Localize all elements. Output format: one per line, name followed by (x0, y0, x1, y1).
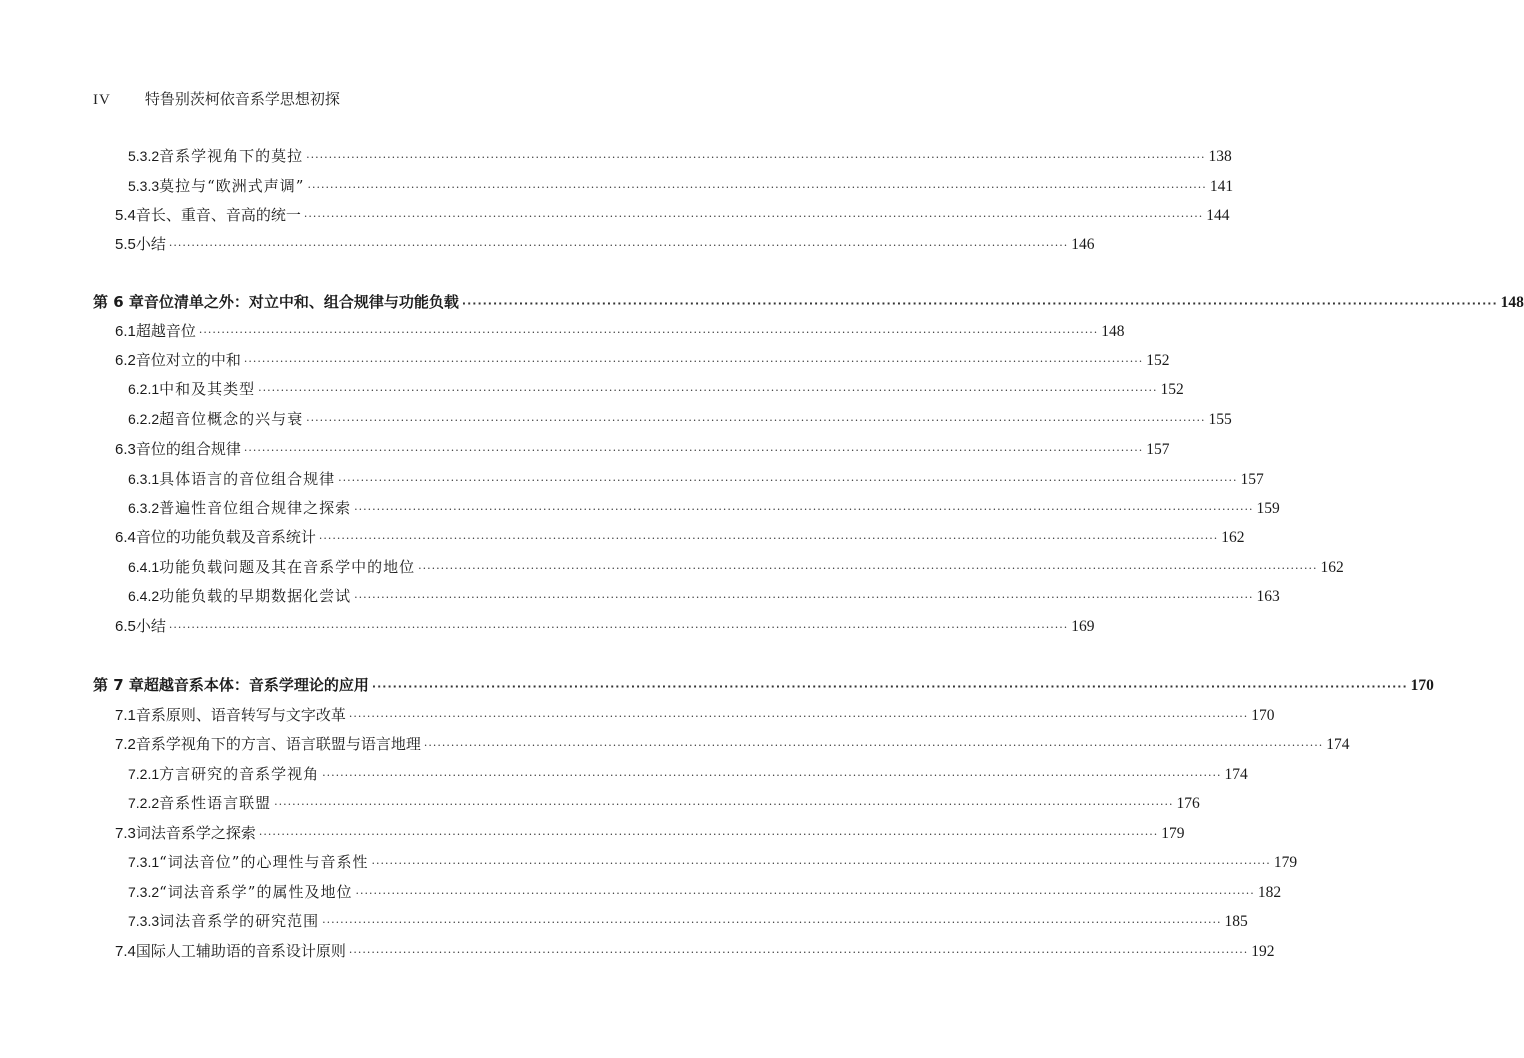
toc-entry-title: 音位的组合规律 (135, 440, 241, 458)
toc-entry-section (115, 615, 1095, 637)
toc-entry-page: 157 (1240, 471, 1264, 488)
toc-entry-page: 182 (1257, 884, 1282, 901)
toc-entry-number: 6.2.2 (128, 411, 160, 427)
toc-entry-page: 159 (1256, 500, 1280, 517)
toc-entry-sub (128, 851, 1298, 873)
toc-entry-page: 138 (1208, 148, 1232, 165)
toc-entry-page: 174 (1326, 736, 1350, 753)
toc-entry-sub (128, 408, 1232, 430)
toc-entry-title: 音系性语言联盟 (159, 794, 272, 812)
toc-entry-page: 148 (1101, 323, 1125, 340)
dot-leader: ········································································································································································································ (418, 562, 1318, 575)
toc-entry-page: 185 (1224, 913, 1248, 930)
dot-leader: ········································································································································································································ (355, 887, 1255, 900)
dot-leader: ········································································································································································································ (168, 621, 1069, 634)
toc-entry-sub (128, 585, 1280, 607)
toc-entry-page: 162 (1320, 559, 1344, 576)
toc-entry-number: 7.4 (115, 943, 136, 960)
toc-entry-number: 7.3.2 (128, 884, 160, 900)
toc-entry-title: 普遍性音位组合规律之探索 (159, 499, 352, 517)
toc-entry-title: 音系学视角下的莫拉 (159, 147, 304, 165)
toc-entry-title: 超音位概念的兴与衰 (159, 410, 304, 428)
dot-leader: ········································································································································································································ (461, 297, 1498, 310)
toc-entry-title: 功能负载问题及其在音系学中的地位 (159, 558, 416, 576)
toc-entry-section (115, 349, 1170, 371)
dot-leader: ········································································································································································································ (306, 151, 1206, 164)
toc-entry-page: 155 (1208, 411, 1232, 428)
toc-entry-number: 7.1 (115, 707, 136, 724)
toc-entry-page: 170 (1251, 707, 1275, 724)
toc-entry-number: 6.3 (115, 441, 136, 458)
toc-entry-section (115, 940, 1275, 962)
dot-leader: ········································································································································································································ (371, 857, 1271, 870)
toc-entry-page: 148 (1500, 294, 1524, 311)
toc-entry-number: 6.3.2 (128, 500, 160, 516)
toc-entry-page: 157 (1146, 441, 1170, 458)
book-title: 特鲁别茨柯依音系学思想初探 (144, 90, 340, 108)
toc-entry-number: 第 7 章 (93, 676, 144, 694)
toc-entry-number: 5.3.2 (128, 148, 160, 164)
toc-entry-sub (128, 763, 1248, 785)
toc-entry-number: 第 6 章 (93, 293, 144, 311)
toc-entry-page: 174 (1224, 766, 1248, 783)
toc-entry-title: 音系原则、语音转写与文字改革 (135, 706, 346, 724)
toc-entry-section (115, 320, 1125, 342)
dot-leader: ········································································································································································································ (258, 384, 1158, 397)
toc-entry-title: 超越音位 (135, 322, 196, 340)
dot-leader: ········································································································································································································ (322, 769, 1222, 782)
toc-entry-section (115, 438, 1170, 460)
toc-entry-section (115, 822, 1185, 844)
dot-leader: ········································································································································································································ (303, 210, 1204, 223)
toc-entry-title: 音位的功能负载及音系统计 (135, 528, 316, 546)
toc-entry-page: 179 (1161, 825, 1185, 842)
toc-entry-page: 176 (1176, 795, 1200, 812)
toc-entry-title: 音长、重音、音高的统一 (135, 206, 301, 224)
toc-entry-section (115, 204, 1230, 226)
toc-entry-section (115, 526, 1245, 548)
toc-entry-title: “词法音位”的心理性与音系性 (159, 853, 369, 871)
dot-leader: ········································································································································································································ (258, 828, 1159, 841)
toc-entry-number: 7.2 (115, 736, 136, 753)
toc-entry-number: 7.3 (115, 825, 136, 842)
toc-entry-page: 170 (1410, 677, 1434, 694)
toc-entry-number: 5.3.3 (128, 178, 160, 194)
toc-entry-number: 6.3.1 (128, 471, 160, 487)
toc-entry-number: 6.2.1 (128, 381, 160, 397)
toc-entry-title: 音系学视角下的方言、语言联盟与语言地理 (135, 735, 421, 753)
dot-leader: ········································································································································································································ (243, 444, 1144, 457)
toc-entry-page: 141 (1209, 178, 1234, 195)
toc-entry-page: 146 (1071, 236, 1095, 253)
toc-entry-title: 超越音系本体：音系学理论的应用 (143, 676, 369, 694)
page-number-roman: IV (93, 92, 111, 108)
toc-entry-section (115, 704, 1275, 726)
dot-leader: ········································································································································································································ (198, 326, 1099, 339)
toc-entry-number: 6.2 (115, 352, 136, 369)
toc-entry-page: 179 (1273, 854, 1298, 871)
toc-entry-sub (128, 175, 1234, 197)
toc-entry-sub (128, 792, 1200, 814)
toc-entry-number: 5.4 (115, 207, 136, 224)
toc-entry-number: 6.1 (115, 323, 136, 340)
running-header (93, 88, 340, 109)
toc-entry-section (115, 233, 1095, 255)
toc-entry-title: 中和及其类型 (159, 380, 256, 398)
dot-leader: ········································································································································································································ (243, 355, 1144, 368)
toc-entry-number: 7.3.3 (128, 913, 160, 929)
dot-leader: ········································································································································································································ (322, 916, 1222, 929)
toc-entry-sub (128, 378, 1184, 400)
toc-entry-number: 6.5 (115, 618, 136, 635)
toc-entry-number: 6.4.2 (128, 588, 160, 604)
toc-entry-page: 169 (1071, 618, 1095, 635)
dot-leader: ········································································································································································································ (338, 474, 1238, 487)
toc-entry-number: 7.2.1 (128, 766, 160, 782)
dot-leader: ········································································································································································································ (274, 798, 1174, 811)
toc-entry-page: 163 (1256, 588, 1280, 605)
toc-entry-section (115, 733, 1350, 755)
dot-leader: ········································································································································································································ (348, 946, 1249, 959)
toc-entry-sub (128, 910, 1248, 932)
dot-leader: ········································································································································································································ (318, 532, 1219, 545)
toc-entry-page: 192 (1251, 943, 1275, 960)
dot-leader: ········································································································································································································ (354, 503, 1254, 516)
toc-entry-sub (128, 145, 1232, 167)
toc-entry-title: 音位对立的中和 (135, 351, 241, 369)
toc-entry-number: 7.2.2 (128, 795, 160, 811)
toc-entry-title: 功能负载的早期数据化尝试 (159, 587, 352, 605)
toc-entry-title: 音位清单之外：对立中和、组合规律与功能负载 (143, 293, 459, 311)
toc-entry-sub (128, 497, 1280, 519)
toc-entry-number: 7.3.1 (128, 854, 160, 870)
toc-entry-title: 小结 (135, 235, 166, 253)
toc-entry-title: 方言研究的音系学视角 (159, 765, 320, 783)
toc-entry-page: 144 (1206, 207, 1230, 224)
toc-entry-page: 152 (1146, 352, 1170, 369)
toc-entry-number: 6.4.1 (128, 559, 160, 575)
toc-entry-title: 小结 (135, 617, 166, 635)
dot-leader: ········································································································································································································ (168, 239, 1069, 252)
toc-entry-title: 词法音系学的研究范围 (159, 912, 320, 930)
toc-entry-title: 莫拉与“欧洲式声调” (159, 177, 305, 195)
toc-entry-title: 词法音系学之探索 (135, 824, 256, 842)
dot-leader: ········································································································································································································ (354, 591, 1254, 604)
toc-entry-title: “词法音系学”的属性及地位 (159, 883, 353, 901)
toc-entry-title: 具体语言的音位组合规律 (159, 470, 336, 488)
toc-entry-sub (128, 556, 1344, 578)
toc-entry-chapter (93, 291, 1524, 313)
toc-entry-sub (128, 468, 1264, 490)
toc-entry-title: 国际人工辅助语的音系设计原则 (135, 942, 346, 960)
dot-leader: ········································································································································································································ (423, 739, 1324, 752)
toc-entry-page: 152 (1160, 381, 1184, 398)
toc-entry-number: 6.4 (115, 529, 136, 546)
dot-leader: ········································································································································································································ (306, 414, 1206, 427)
dot-leader: ········································································································································································································ (348, 710, 1249, 723)
toc-entry-page: 162 (1221, 529, 1245, 546)
dot-leader: ········································································································································································································ (307, 181, 1207, 194)
dot-leader: ········································································································································································································ (371, 680, 1408, 693)
toc-entry-number: 5.5 (115, 236, 136, 253)
toc-entry-chapter (93, 674, 1434, 696)
toc-entry-sub (128, 881, 1282, 903)
